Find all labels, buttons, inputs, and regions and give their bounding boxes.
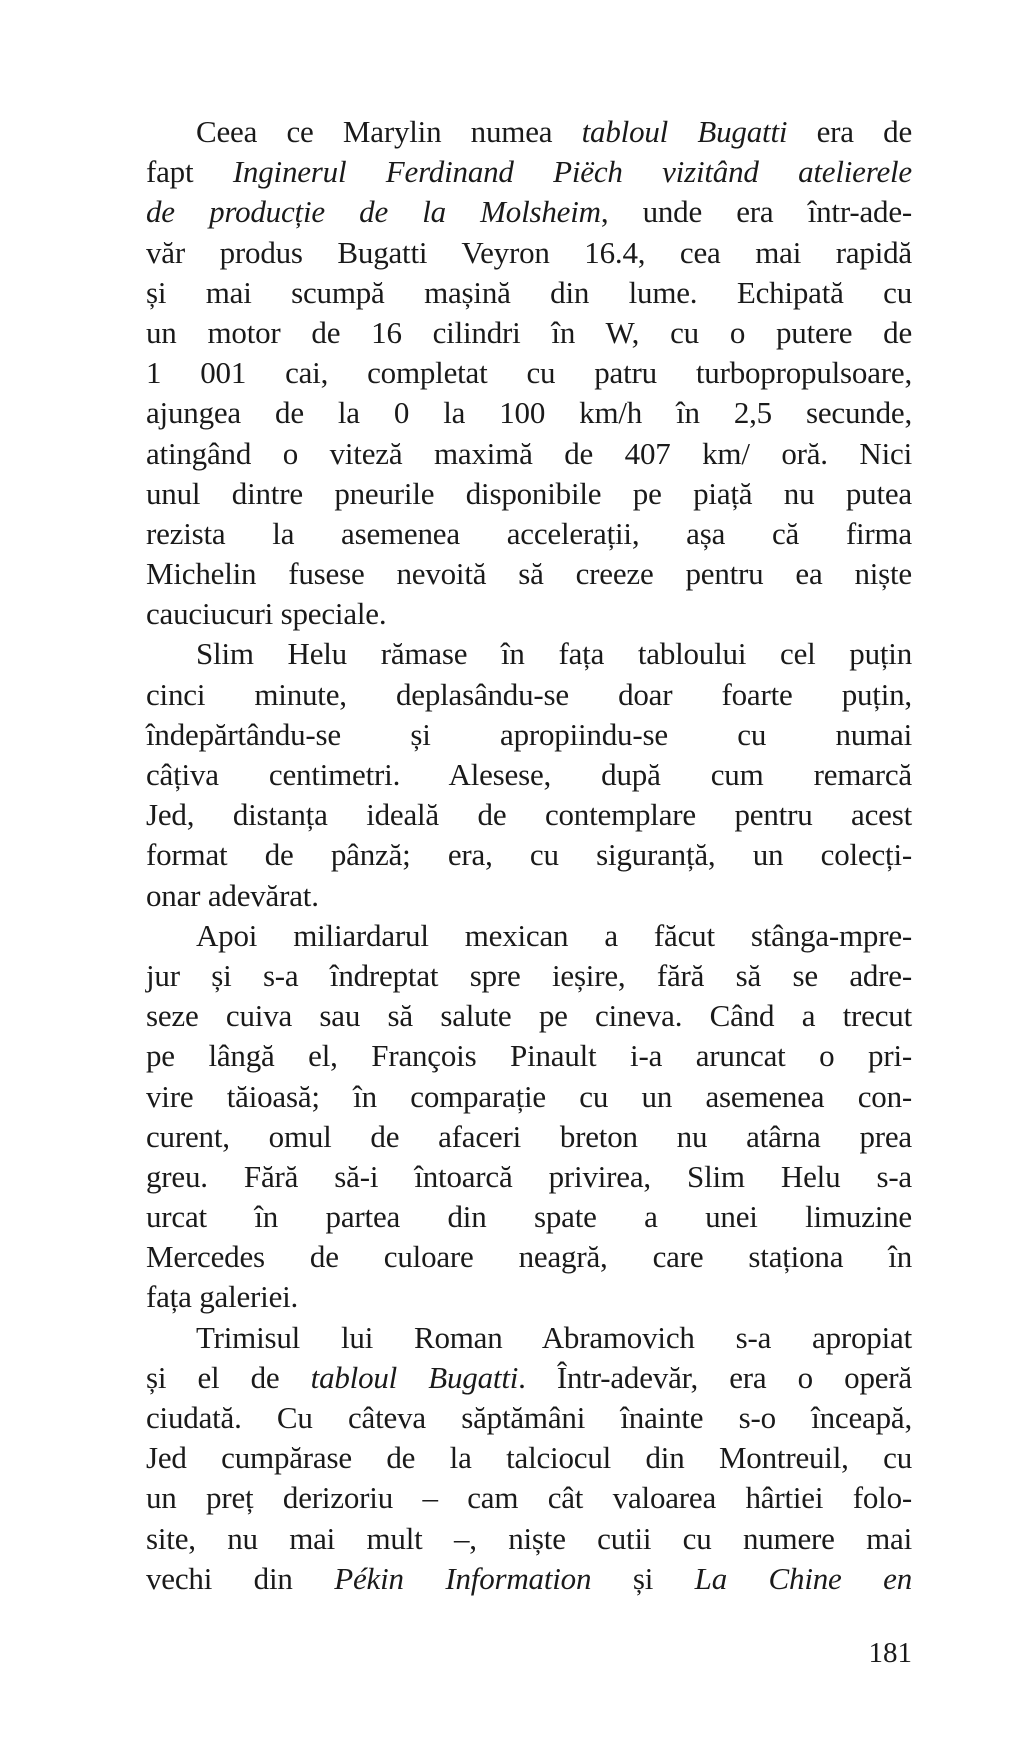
text-line: [146, 835, 912, 875]
text-line: [146, 152, 912, 192]
text-segment: curent, omul de afaceri breton nu atârna prea: [146, 1118, 912, 1154]
text-line: [146, 996, 912, 1036]
text-line: [146, 353, 912, 393]
text-segment: format de pânză; era, cu siguranță, un colecți-: [146, 837, 912, 873]
text-segment: greu. Fără să-i întoarcă privirea, Slim Helu s-a: [146, 1158, 912, 1194]
page-number: 181: [868, 1637, 912, 1669]
text-segment: văr produs Bugatti Veyron 16.4, cea mai rapidă: [146, 234, 912, 270]
text-segment: Ceea ce Marylin numea: [196, 114, 582, 149]
text-line: [146, 876, 912, 916]
text-segment: fapt: [146, 154, 233, 190]
text-segment: unul dintre pneurile disponibile pe piață nu putea: [146, 475, 912, 511]
body-text: [146, 112, 912, 1599]
text-line: [146, 795, 912, 835]
text-segment: vechi din: [146, 1560, 335, 1596]
text-line: [146, 112, 912, 152]
text-line: [146, 192, 912, 232]
italic-title-text: de producție de la Molsheim: [146, 194, 601, 230]
text-line: [146, 1277, 912, 1317]
text-segment: ciudată. Cu câteva săptămâni înainte s-o înceapă,: [146, 1400, 912, 1435]
text-line: [146, 1036, 912, 1076]
italic-title-text: tabloul Bugatti: [310, 1359, 519, 1395]
text-segment: , unde era într-ade-: [600, 194, 912, 230]
text-segment: un preț derizoriu – cam cât valoarea hârtiei folo-: [146, 1480, 912, 1516]
text-line: [146, 514, 912, 554]
paragraph: [146, 112, 912, 634]
text-line: [146, 1478, 912, 1518]
italic-title-text: tabloul Bugatti: [581, 114, 788, 149]
paragraph: [146, 634, 912, 915]
italic-title-text: La Chine en: [694, 1560, 912, 1596]
text-line: [146, 715, 912, 755]
text-segment: urcat în partea din spate a unei limuzine: [146, 1199, 912, 1235]
text-line: [146, 916, 912, 956]
paragraph: [146, 916, 912, 1318]
paragraph: [146, 1318, 912, 1599]
text-segment: Michelin fusese nevoită să creeze pentru ea niște: [146, 556, 912, 592]
text-line: [146, 393, 912, 433]
text-segment: Apoi miliardarul mexican a făcut stânga-mpre-: [196, 917, 912, 953]
text-line: [146, 273, 912, 313]
text-segment: onar adevărat.: [146, 877, 319, 913]
text-segment: era de: [787, 114, 913, 149]
text-segment: Jed, distanța ideală de contemplare pentru acest: [146, 797, 912, 833]
text-segment: 1 001 cai, completat cu patru turbopropulsoare,: [146, 355, 912, 391]
italic-title-text: Inginerul Ferdinand Piëch vizitând atelierele: [232, 154, 912, 190]
text-line: [146, 434, 912, 474]
text-line: [146, 554, 912, 594]
text-line: [146, 1117, 912, 1157]
text-segment: . Într-adevăr, era o operă: [518, 1359, 912, 1395]
text-line: [146, 1237, 912, 1277]
text-line: [146, 1519, 912, 1559]
text-segment: fața galeriei.: [146, 1279, 299, 1315]
text-segment: Trimisul lui Roman Abramovich s-a apropiat: [196, 1319, 912, 1355]
text-segment: atingând o viteză maximă de 407 km/ oră. Nici: [146, 435, 912, 471]
text-line: [146, 1358, 912, 1398]
text-segment: seze cuiva sau să salute pe cineva. Când a trecut: [146, 998, 912, 1034]
text-segment: un motor de 16 cilindri în W, cu o putere de: [146, 314, 912, 350]
text-line: [146, 594, 912, 634]
text-segment: Slim Helu rămase în fața tabloului cel puțin: [196, 636, 912, 672]
text-segment: și mai scumpă mașină din lume. Echipată cu: [146, 274, 912, 310]
text-segment: și el de: [146, 1359, 311, 1395]
text-line: [146, 1559, 912, 1599]
text-segment: câțiva centimetri. Alesese, după cum remarcă: [146, 757, 912, 792]
text-segment: cinci minute, deplasându-se doar foarte puțin,: [146, 676, 912, 712]
text-segment: și: [591, 1560, 695, 1596]
text-line: [146, 1318, 912, 1358]
text-line: [146, 474, 912, 514]
text-segment: îndepărtându-se și apropiindu-se cu numai: [146, 716, 912, 752]
text-segment: rezista la asemenea accelerații, așa că firma: [146, 515, 912, 551]
text-line: [146, 1398, 912, 1438]
text-line: [146, 1157, 912, 1197]
italic-title-text: Pékin Information: [334, 1560, 592, 1596]
text-line: [146, 755, 912, 795]
text-line: [146, 1197, 912, 1237]
text-line: [146, 233, 912, 273]
text-line: [146, 313, 912, 353]
text-segment: Mercedes de culoare neagră, care staționa în: [146, 1239, 912, 1275]
text-line: [146, 956, 912, 996]
text-line: [146, 675, 912, 715]
text-line: [146, 1438, 912, 1478]
text-segment: pe lângă el, François Pinault i-a aruncat o pri-: [146, 1038, 912, 1074]
text-segment: cauciucuri speciale.: [146, 596, 387, 632]
text-segment: vire tăioasă; în comparație cu un asemenea con-: [146, 1078, 912, 1114]
text-line: [146, 634, 912, 674]
text-segment: Jed cumpărase de la talciocul din Montreuil, cu: [146, 1440, 912, 1476]
text-segment: site, nu mai mult –, niște cutii cu numere mai: [146, 1520, 912, 1556]
text-line: [146, 1077, 912, 1117]
text-segment: ajungea de la 0 la 100 km/h în 2,5 secunde,: [146, 395, 912, 431]
text-segment: jur și s-a îndreptat spre ieșire, fără să se adre-: [146, 957, 912, 993]
